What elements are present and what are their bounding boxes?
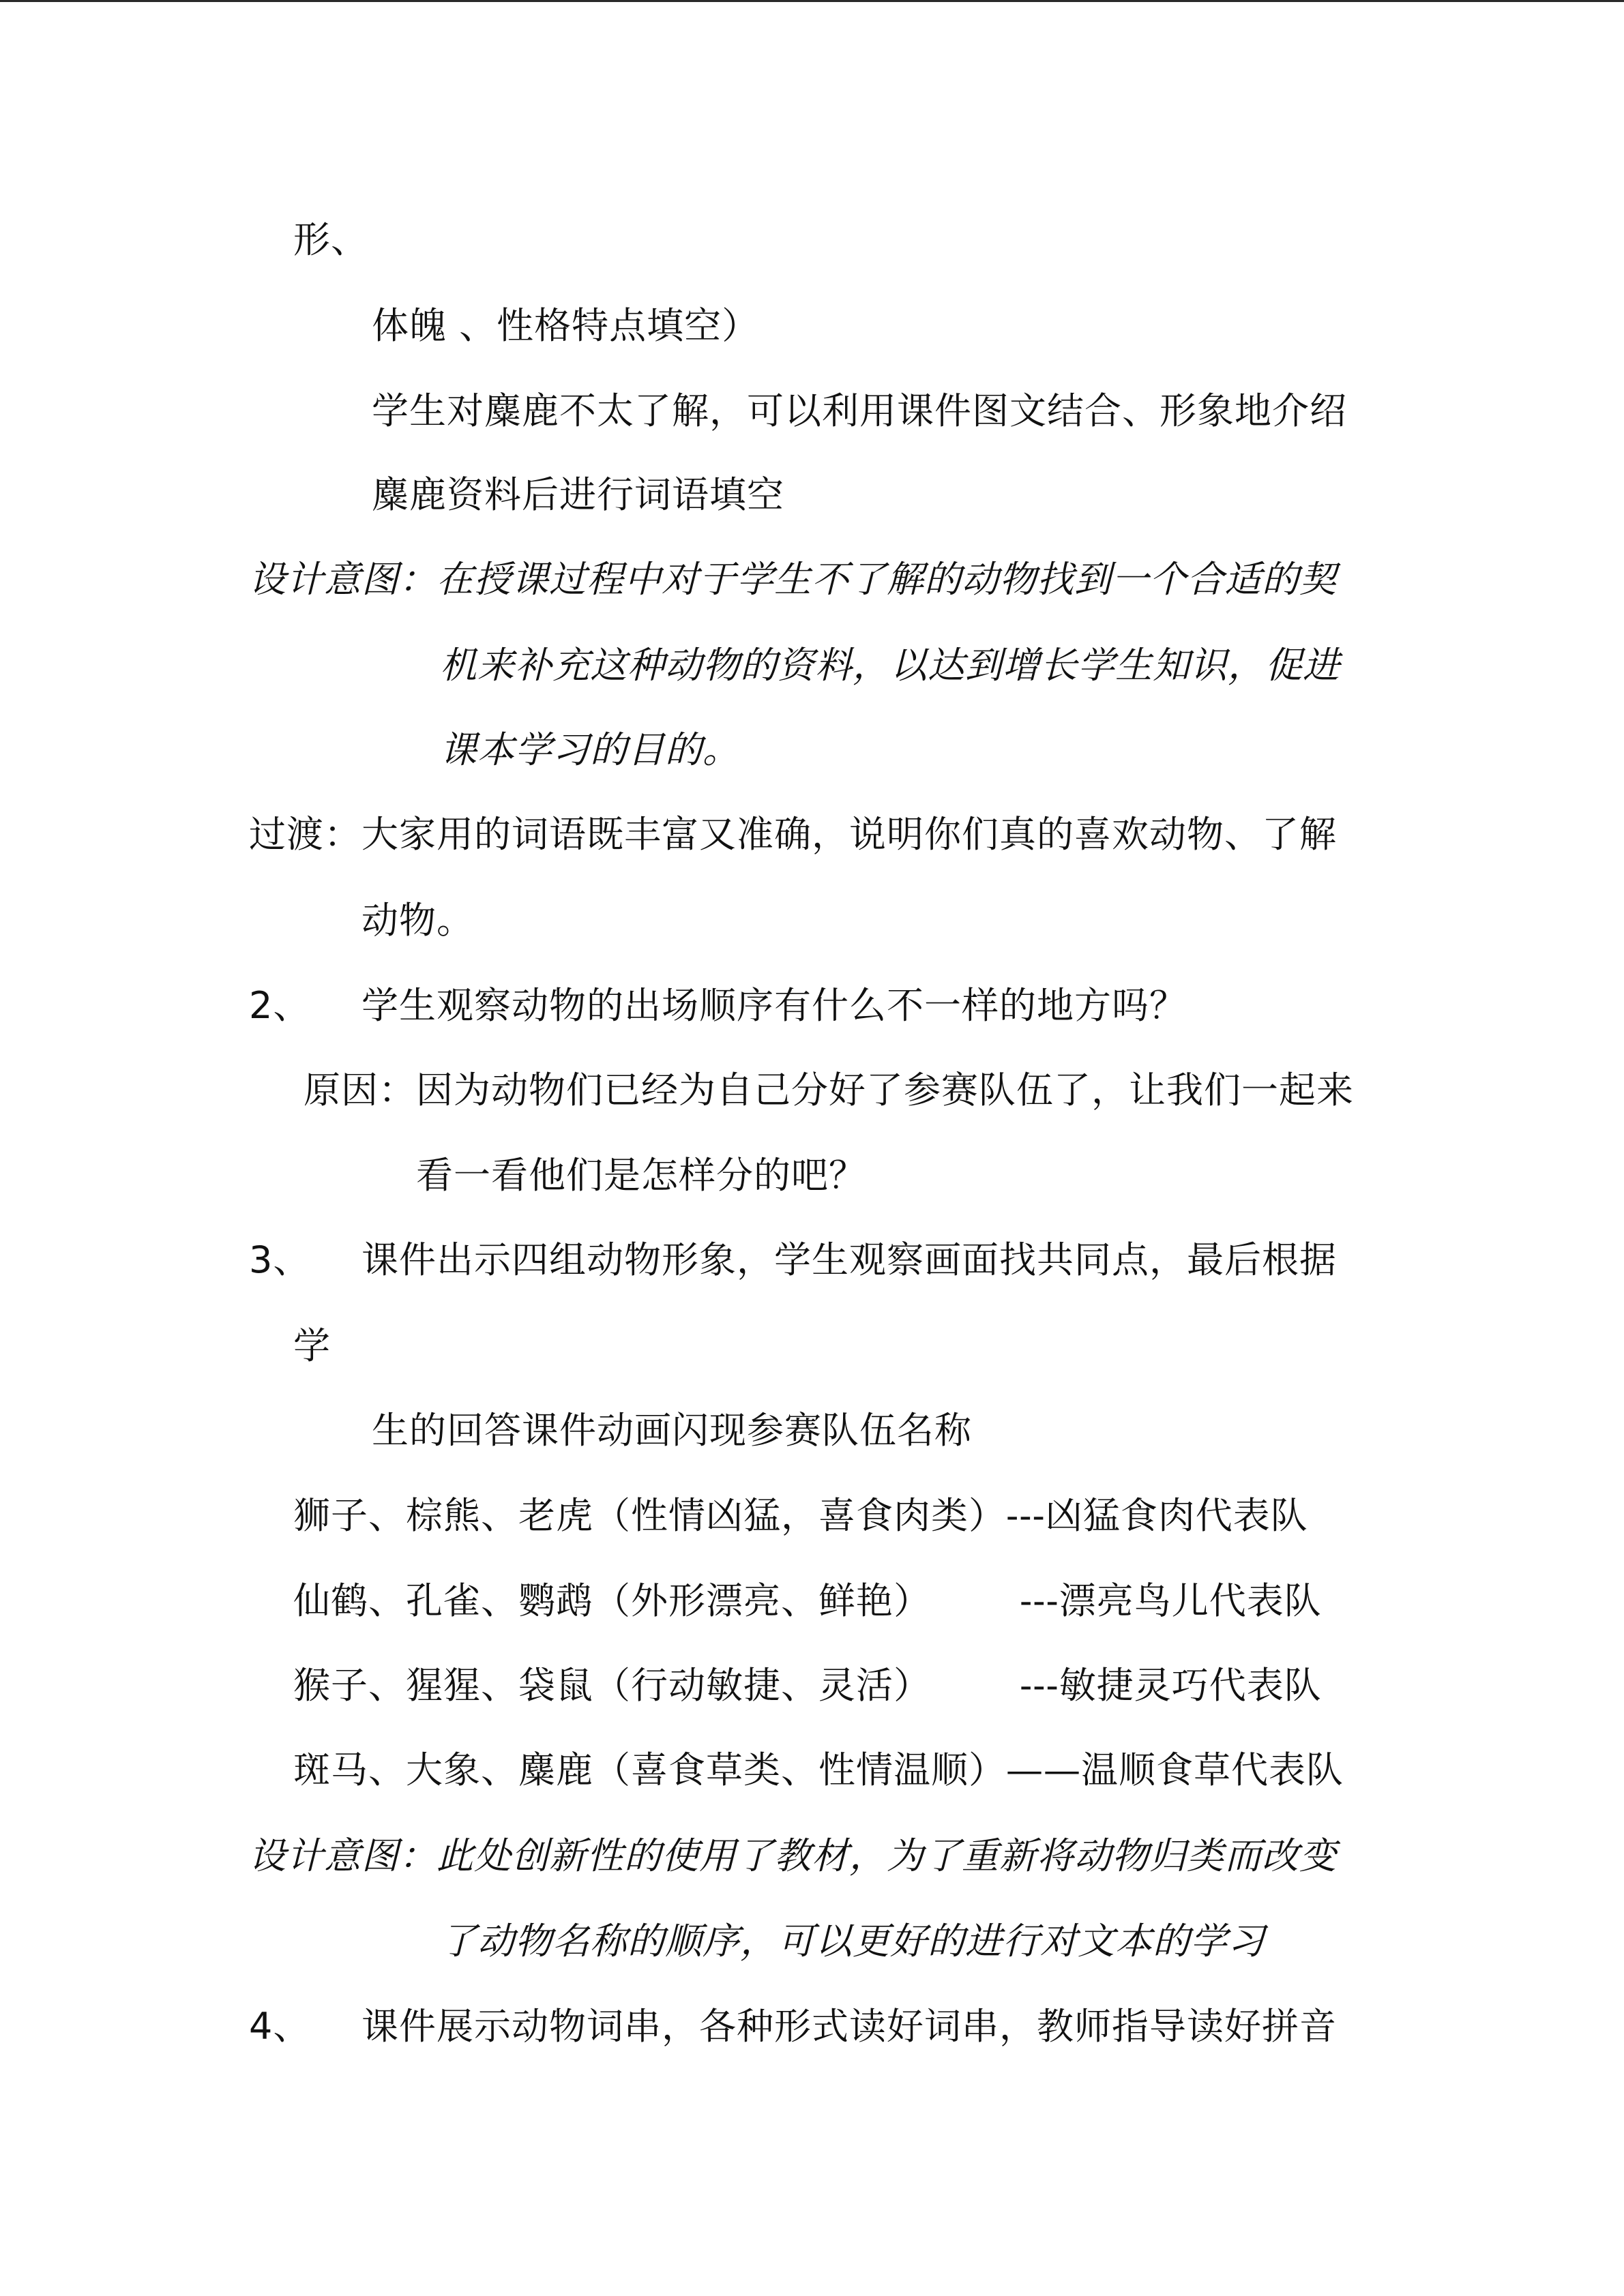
team-line-2-left: 仙鹤、孔雀、鹦鹉（外形漂亮、鲜艳） (293, 1579, 931, 1622)
reason-line-1: 原因：因为动物们已经为自己分好了参赛队伍了，让我们一起来 (304, 1069, 1354, 1112)
item-3-text: 课件出示四组动物形象，学生观察画面找共同点，最后根据 (361, 1238, 1337, 1281)
transition-line-1: 过渡：大家用的词语既丰富又准确，说明你们真的喜欢动物、了解 (249, 813, 1337, 856)
item-3-continuation-1: 学 (293, 1324, 331, 1367)
text-line-4: 麋鹿资料后进行词语填空 (372, 473, 784, 516)
item-4-text: 课件展示动物词串，各种形式读好词串，教师指导读好拼音 (361, 2005, 1337, 2048)
design-intent-line-2: 机来补充这种动物的资料，以达到增长学生知识，促进 (440, 644, 1340, 687)
text-line-1: 形、 (293, 218, 368, 261)
team-line-3-left: 猴子、猩猩、袋鼠（行动敏捷、灵活） (293, 1664, 931, 1707)
page-top-edge (0, 0, 1624, 2)
reason-line-2: 看一看他们是怎样分的吧？ (416, 1154, 866, 1197)
item-2-text: 学生观察动物的出场顺序有什么不一样的地方吗？ (361, 984, 1187, 1027)
text-line-2: 体魄 、性格特点填空） (372, 304, 760, 347)
text-line-3: 学生对麋鹿不太了解，可以利用课件图文结合、形象地介绍 (372, 389, 1347, 432)
item-3-continuation-2: 生的回答课件动画闪现参赛队伍名称 (372, 1409, 972, 1452)
team-line-4: 斑马、大象、麋鹿（喜食草类、性情温顺）——温顺食草代表队 (293, 1748, 1344, 1791)
design-intent-2-line-1: 设计意图：此处创新性的使用了教材，为了重新将动物归类而改变 (249, 1834, 1337, 1877)
team-line-2-right: ---漂亮鸟儿代表队 (1020, 1579, 1322, 1622)
item-number-2: 2、 (249, 984, 311, 1027)
design-intent-2-line-2: 了动物名称的顺序，可以更好的进行对文本的学习 (440, 1920, 1265, 1963)
team-line-3-right: ---敏捷灵巧代表队 (1020, 1664, 1322, 1707)
transition-line-2: 动物。 (361, 899, 474, 942)
item-number-4: 4、 (249, 2005, 311, 2048)
design-intent-line-1: 设计意图：在授课过程中对于学生不了解的动物找到一个合适的契 (249, 558, 1337, 601)
design-intent-line-3: 课本学习的目的。 (440, 728, 740, 771)
team-line-1: 狮子、棕熊、老虎（性情凶猛，喜食肉类）---凶猛食肉代表队 (293, 1494, 1308, 1537)
item-number-3: 3、 (249, 1238, 311, 1281)
